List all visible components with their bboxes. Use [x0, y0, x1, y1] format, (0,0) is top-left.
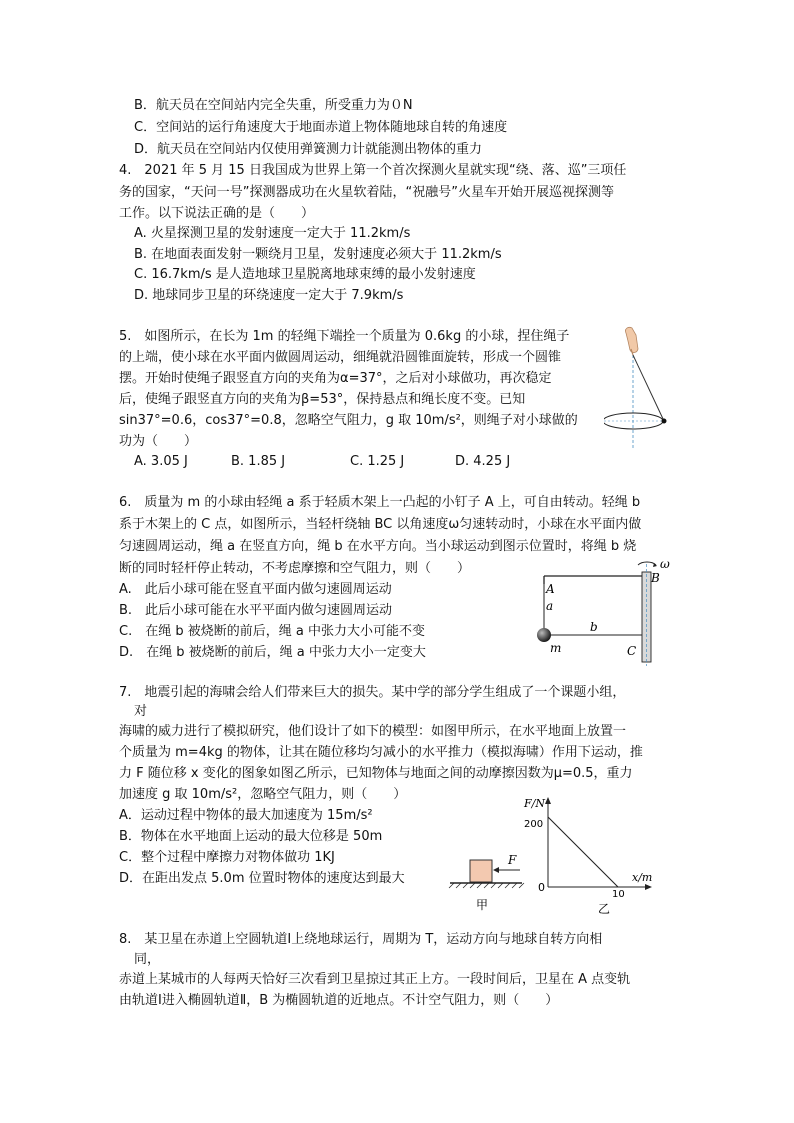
q3-option-d: D．航天员在空间站内仅使用弹簧测力计就能测出物体的重力	[134, 142, 483, 157]
label-mass-m: m	[550, 641, 562, 655]
ball-m	[537, 628, 551, 642]
q6-option-b: B. 此后小球可能在水平平面内做匀速圆周运动	[119, 603, 393, 618]
label-b-point: B	[651, 571, 660, 585]
q7-stem-line-1: 7. 地震引起的海啸会给人们带来巨大的损失。某中学的部分学生组成了一个课题小组，	[119, 685, 626, 700]
q4-stem-line-3: 工作。以下说法正确的是（ ）	[119, 206, 315, 221]
q7-option-c: C．整个过程中摩擦力对物体做功 1KJ	[119, 850, 335, 865]
q7-option-b: B．物体在水平地面上运动的最大位移是 50m	[119, 829, 383, 844]
label-string-b: b	[590, 620, 598, 634]
caption-yi: 乙	[598, 902, 611, 915]
q4-stem-line-1: 4. 2021 年 5 月 15 日我国成为世界上第一个首次探测火星就实现“绕、落、巡”三项任	[119, 163, 627, 178]
label-c-point: C	[627, 644, 637, 658]
pendulum-string	[633, 355, 664, 421]
q3-option-b: B．航天员在空间站内完全失重，所受重力为０N	[134, 98, 413, 113]
x-axis-label: x/m	[632, 871, 653, 884]
q8-stem-line-3: 赤道上某城市的人每两天恰好三次看到卫星掠过其正上方。一段时间后，卫星在 A 点变轨	[119, 972, 631, 987]
q5-option-d: D. 4.25 J	[455, 454, 511, 469]
q6-stem-line-3: 匀速圆周运动，绳 a 在竖直方向，绳 b 在水平方向。当小球运动到图示位置时，将绳 b 烧	[119, 539, 637, 554]
q5-stem-line-1: 5. 如图所示，在长为 1m 的轻绳下端拴一个质量为 0.6kg 的小球，捏住绳子	[119, 329, 570, 344]
q5-stem-line-2: 的上端，使小球在水平面内做圆周运动，细绳就沿圆锥面旋转，形成一个圆锥	[119, 350, 562, 365]
q5-option-a: A. 3.05 J	[134, 454, 188, 469]
caption-jia: 甲	[476, 898, 489, 912]
origin-label: 0	[538, 881, 545, 894]
x-axis-arrowhead-icon	[645, 884, 652, 890]
q8-stem-line-4: 由轨道Ⅰ进入椭圆轨道Ⅱ，B 为椭圆轨道的近地点。不计空气阻力，则（ ）	[119, 993, 559, 1008]
force-label: F	[508, 853, 517, 867]
q5-stem-line-4: 后，使绳子跟竖直方向的夹角为β=53°，保持悬点和绳长度不变。已知	[119, 392, 526, 407]
label-omega: ω	[660, 560, 670, 571]
q8-stem-line-2: 同，	[134, 952, 161, 967]
q6-rotating-frame-figure	[528, 560, 678, 666]
force-line-series	[548, 817, 618, 887]
q7-figure-yi-chart	[520, 793, 660, 915]
q7-stem-line-6: 加速度 g 取 10m/s²，忽略空气阻力，则（ ）	[119, 787, 407, 802]
q7-figure-jia	[448, 850, 528, 916]
y-axis-arrowhead-icon	[545, 797, 551, 804]
q4-option-a: A. 火星探测卫星的发射速度一定大于 11.2km/s	[134, 226, 411, 241]
x-tick-label: 10	[612, 889, 625, 900]
rotation-arrow-icon	[638, 562, 656, 565]
q7-option-a: A．运动过程中物体的最大加速度为 15m/s²	[119, 808, 373, 823]
q6-option-d: D. 在绳 b 被烧断的前后，绳 a 中张力大小一定变大	[119, 645, 426, 660]
q6-stem-line-4: 断的同时轻杆停止转动，不考虑摩擦和空气阻力，则（ ）	[119, 561, 471, 576]
force-arrowhead-icon	[493, 867, 499, 873]
q5-option-b: B. 1.85 J	[231, 454, 286, 469]
q7-stem-line-3: 海啸的威力进行了模拟研究，他们设计了如下的模型：如图甲所示，在水平地面上放置一	[119, 724, 627, 739]
q4-option-c: C. 16.7km/s 是人造地球卫星脱离地球束缚的最小发射速度	[134, 267, 476, 282]
q6-option-a: A. 此后小球可能在竖直平面内做匀速圆周运动	[119, 582, 392, 597]
q5-option-c: C. 1.25 J	[350, 454, 405, 469]
q7-option-d: D．在距出发点 5.0m 位置时物体的速度达到最大	[119, 871, 405, 886]
q5-stem-line-6: 功为（ ）	[119, 434, 198, 449]
q7-stem-line-4: 个质量为 m=4kg 的物体，让其在随位移均匀减小的水平推力（模拟海啸）作用下运动，推	[119, 745, 643, 760]
q6-stem-line-1: 6. 质量为 m 的小球由轻绳 a 系于轻质木架上一凸起的小钉子 A 上，可自由转动。轻绳 b	[119, 495, 641, 510]
q4-stem-line-2: 务的国家，“天问一号”探测器成功在火星软着陆，“祝融号”火星车开始开展巡视探测等	[119, 185, 614, 200]
q5-conical-pendulum-figure	[604, 325, 676, 453]
q7-stem-line-2: 对	[134, 704, 148, 719]
block	[470, 860, 492, 882]
q8-stem-line-1: 8. 某卫星在赤道上空圆轨道Ⅰ上绕地球运行，周期为 T，运动方向与地球自转方向相	[119, 932, 603, 947]
y-axis-label: F/N	[524, 797, 545, 810]
q7-stem-line-5: 力 F 随位移 x 变化的图象如图乙所示，已知物体与地面之间的动摩擦因数为μ=0.5，重力	[119, 766, 633, 781]
q5-stem-line-3: 摆。开始时使绳子跟竖直方向的夹角为α=37°，之后对小球做功，再次稳定	[119, 371, 552, 386]
q3-option-c: C．空间站的运行角速度大于地面赤道上物体随地球自转的角速度	[134, 120, 508, 135]
pendulum-ball	[662, 419, 667, 424]
label-string-a: a	[546, 599, 554, 613]
hand-icon	[625, 327, 638, 355]
q5-stem-line-5: sin37°=0.6，cos37°=0.8，忽略空气阻力，g 取 10m/s²，则绳子对小球做的	[119, 413, 578, 428]
q4-option-b: B. 在地面表面发射一颗绕月卫星，发射速度必须大于 11.2km/s	[134, 247, 502, 262]
label-a-point: A	[546, 582, 555, 596]
ground-hatching	[449, 883, 524, 888]
q4-option-d: D. 地球同步卫星的环绕速度一定大于 7.9km/s	[134, 288, 404, 303]
q6-stem-line-2: 系于木架上的 C 点，如图所示，当轻杆绕轴 BC 以角速度ω匀速转动时，小球在水平面内做	[119, 517, 642, 532]
y-tick-label: 200	[524, 819, 544, 830]
q6-option-c: C. 在绳 b 被烧断的前后，绳 a 中张力大小可能不变	[119, 624, 425, 639]
